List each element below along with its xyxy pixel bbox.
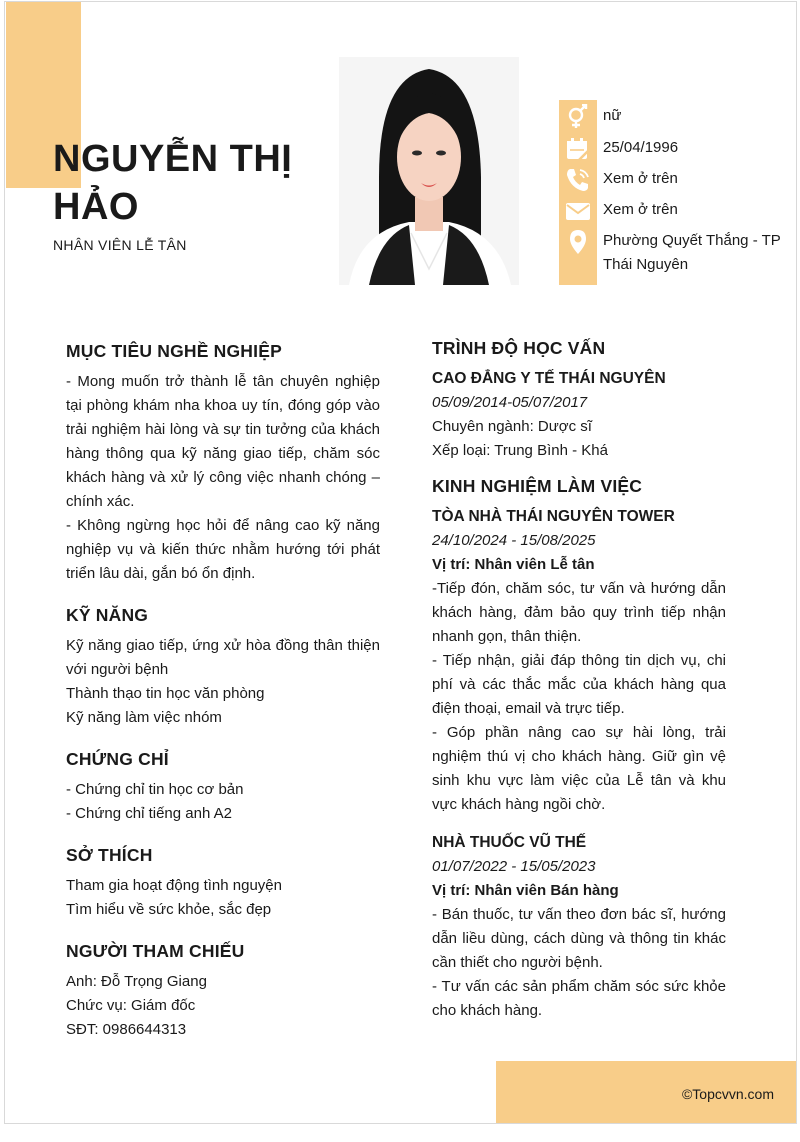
- education-dates: 05/09/2014-05/07/2017: [432, 394, 588, 411]
- job-position: Vị trí: Nhân viên Bán hàng: [432, 882, 619, 899]
- reference-line: SĐT: 0986644313: [66, 1021, 187, 1038]
- education-school: CAO ĐẲNG Y TẾ THÁI NGUYÊN: [432, 370, 666, 387]
- left-column: [66, 338, 380, 1058]
- job-dates: 01/07/2022 - 15/05/2023: [432, 858, 596, 875]
- cv-page: [4, 1, 797, 1124]
- job-company: TÒA NHÀ THÁI NGUYÊN TOWER: [432, 508, 675, 525]
- candidate-role: NHÂN VIÊN LỄ TÂN: [53, 237, 187, 253]
- job-duty: -Tiếp đón, chăm sóc, tư vấn và hướng dẫn khách hàng, đảm bảo quy trình tiếp nhận nhanh gọn, thân thiện.: [432, 580, 726, 645]
- reference-line: Anh: Đỗ Trọng Giang: [66, 973, 207, 990]
- skills-heading: KỸ NĂNG: [66, 605, 149, 625]
- right-column: [432, 335, 726, 1039]
- job-duty: - Tiếp nhận, giải đáp thông tin dịch vụ, chi phí và các thắc mắc của khách hàng qua điện thoại, email và trực tiếp.: [432, 652, 726, 717]
- objective-heading: MỤC TIÊU NGHỀ NGHIỆP: [66, 341, 282, 361]
- experience-section: [432, 473, 726, 1023]
- phone-icon: [565, 167, 591, 193]
- skills-section: [66, 602, 380, 730]
- hobbies-section: [66, 842, 380, 922]
- location-icon: [565, 229, 591, 255]
- objective-line: - Không ngừng học hỏi để nâng cao kỹ năng nghiệp vụ và kiến thức nhằm hướng tới phát triển lâu dài, gắn bó ổn định.: [66, 517, 380, 582]
- job-entry: [432, 505, 726, 817]
- education-grade: Xếp loại: Trung Bình - Khá: [432, 442, 608, 459]
- skill-item: Kỹ năng giao tiếp, ứng xử hòa đồng thân thiện với người bệnh: [66, 637, 380, 678]
- objective-line: - Mong muốn trở thành lễ tân chuyên nghiệp tại phòng khám nha khoa uy tín, đóng góp vào trải nghiệm hài lòng và sự tin tưởng của khách hàng thông qua kỹ năng giao tiếp, chăm sóc khách hàng và xử lý công việc nhanh chóng – chính xác.: [66, 373, 380, 510]
- references-heading: NGƯỜI THAM CHIẾU: [66, 941, 245, 961]
- copyright-text: ©Topcvvn.com: [681, 1086, 774, 1102]
- job-position: Vị trí: Nhân viên Lễ tân: [432, 556, 595, 573]
- gender-icon: [565, 104, 591, 130]
- job-company: NHÀ THUỐC VŨ THẾ: [432, 834, 587, 851]
- job-duty: - Bán thuốc, tư vấn theo đơn bác sĩ, hướng dẫn liều dùng, cách dùng và thông tin khác cần thiết cho người bệnh.: [432, 906, 726, 971]
- reference-line: Chức vụ: Giám đốc: [66, 997, 196, 1014]
- calendar-icon: [565, 136, 591, 162]
- job-duty: - Góp phần nâng cao sự hài lòng, trải nghiệm thú vị cho khách hàng. Giữ gìn vệ sinh khu vực làm việc của Lễ tân và khu vực khách hàng ngồi chờ.: [432, 724, 726, 813]
- hobby-item: Tìm hiểu về sức khỏe, sắc đẹp: [66, 901, 272, 918]
- education-major: Chuyên ngành: Dược sĩ: [432, 418, 592, 435]
- objective-section: [66, 338, 380, 586]
- email-icon: [565, 198, 591, 224]
- profile-photo: [339, 57, 519, 285]
- candidate-name: NGUYỄN THỊ HẢO: [53, 138, 293, 228]
- birthdate-value: 25/04/1996: [603, 139, 679, 156]
- certificate-item: - Chứng chỉ tin học cơ bản: [66, 781, 244, 798]
- email-value: Xem ở trên: [603, 201, 678, 218]
- certificate-item: - Chứng chỉ tiếng anh A2: [66, 805, 232, 822]
- certificates-heading: CHỨNG CHỈ: [66, 749, 169, 769]
- references-section: [66, 938, 380, 1042]
- job-duty: - Tư vấn các sản phẩm chăm sóc sức khỏe cho khách hàng.: [432, 978, 726, 1019]
- phone-value: Xem ở trên: [603, 170, 678, 187]
- address-value: Phường Quyết Thắng - TP Thái Nguyên: [603, 232, 781, 273]
- certificates-section: [66, 746, 380, 826]
- skill-item: Kỹ năng làm việc nhóm: [66, 709, 222, 726]
- hobby-item: Tham gia hoạt động tình nguyện: [66, 877, 282, 894]
- job-dates: 24/10/2024 - 15/08/2025: [432, 532, 596, 549]
- job-entry: [432, 831, 726, 1023]
- education-section: [432, 335, 726, 463]
- experience-heading: KINH NGHIỆM LÀM VIỆC: [432, 476, 643, 496]
- hobbies-heading: SỞ THÍCH: [66, 845, 153, 865]
- gender-value: nữ: [603, 107, 622, 124]
- skill-item: Thành thạo tin học văn phòng: [66, 685, 265, 702]
- education-heading: TRÌNH ĐỘ HỌC VẤN: [432, 338, 606, 358]
